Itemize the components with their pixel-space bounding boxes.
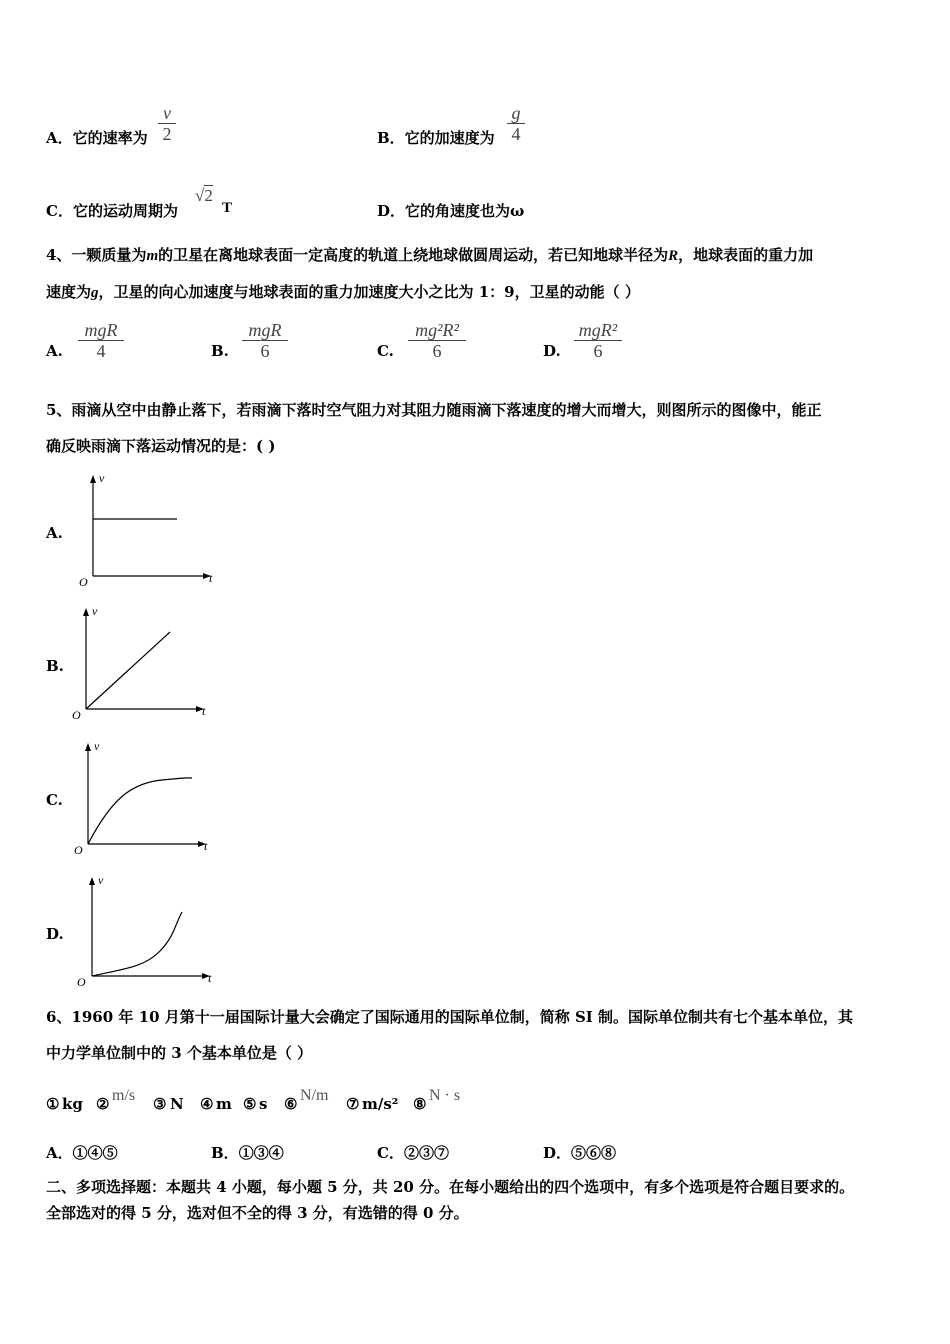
q5-graph-d-label: D.	[46, 925, 64, 943]
var-g: g	[91, 285, 99, 301]
unit-2: m/s	[112, 1087, 136, 1104]
q3-option-a-fraction	[158, 103, 176, 144]
fraction-denominator: 4	[96, 341, 106, 361]
q5-graph-b	[70, 603, 215, 721]
unit-7-index: ⑦	[346, 1095, 360, 1113]
q6-option-d	[543, 1142, 616, 1163]
q4-stem	[46, 237, 908, 311]
sqrt-expression: √2	[195, 186, 213, 205]
fraction-numerator: mgR²	[578, 320, 618, 340]
origin-label: O	[72, 708, 81, 721]
q6-option-a	[46, 1142, 118, 1163]
text: 速度为	[46, 283, 92, 301]
q6-option-b	[211, 1142, 284, 1163]
fraction-denominator: 6	[432, 341, 442, 361]
q4-option-d-fraction	[574, 320, 622, 361]
var-m: m	[146, 248, 159, 264]
option-label: D．	[543, 1144, 572, 1162]
unit-5: s	[259, 1095, 268, 1113]
unit-3-index: ③	[153, 1095, 167, 1113]
text: ，卫星的向心加速度与地球表面的重力加速度大小之比为 1：9，卫星的动能（ ）	[98, 283, 640, 301]
unit-1-index: ①	[46, 1095, 60, 1113]
q4-option-a-fraction	[78, 320, 124, 361]
text: 全部选对的得 5 分，选对但不全的得 3 分，有选错的得 0 分。	[46, 1204, 469, 1222]
fraction-numerator: mgR	[84, 320, 118, 340]
text: 5、雨滴从空中由静止落下，若雨滴下落时空气阻力对其阻力随雨滴下落速度的增大而增大，则图所示的图像中，能正	[46, 401, 822, 419]
option-label: B．	[211, 1144, 239, 1162]
text: 的卫星在离地球表面一定高度的轨道上绕地球做圆周运动，若已知地球半径为	[158, 246, 669, 264]
x-axis-label: t	[209, 571, 213, 585]
text: 二、多项选择题：本题共 4 小题，每小题 5 分，共 20 分。在每小题给出的四个选项中，有多个选项是符合题目要求的。	[46, 1178, 855, 1196]
fraction-denominator: 6	[593, 341, 603, 361]
q5-stem	[46, 392, 908, 464]
q5-graph-b-label: B.	[46, 657, 64, 675]
q4-option-c-label: C.	[377, 342, 394, 360]
unit-5-index: ⑤	[243, 1095, 257, 1113]
fraction-numerator: g	[511, 103, 521, 123]
unit-4: m	[216, 1095, 232, 1113]
option-value: ①③④	[238, 1144, 284, 1162]
unit-2-index: ②	[96, 1095, 110, 1113]
q5-graph-c-label: C.	[46, 791, 63, 809]
fraction-numerator: mgR	[248, 320, 282, 340]
option-value: ①④⑤	[72, 1144, 118, 1162]
q6-stem	[46, 999, 908, 1071]
x-axis-label: t	[204, 839, 208, 853]
option-label: A．	[46, 1144, 73, 1162]
q3-option-c-suffix: T	[222, 200, 233, 216]
y-axis-label: v	[92, 604, 98, 618]
unit-8-index: ⑧	[413, 1095, 427, 1113]
option-value: ⑤⑥⑧	[571, 1144, 617, 1162]
origin-label: O	[74, 843, 83, 856]
q5-graph-a-label: A.	[46, 524, 63, 542]
y-axis-label: v	[99, 471, 105, 485]
text: 中力学单位制中的 3 个基本单位是（ ）	[46, 1044, 313, 1062]
fraction-denominator: 2	[162, 124, 172, 144]
y-axis-label: v	[94, 739, 100, 753]
fraction-denominator: 6	[260, 341, 270, 361]
text: ，地球表面的重力加	[678, 246, 814, 264]
text: 6、1960 年 10 月第十一届国际计量大会确定了国际通用的国际单位制，简称 SI 制。国际单位制共有七个基本单位，其	[46, 1008, 854, 1026]
fraction-denominator: 4	[511, 124, 521, 144]
x-axis-label: t	[208, 971, 212, 985]
unit-3: N	[170, 1095, 184, 1113]
var-R: R	[668, 248, 679, 264]
unit-7: m/s²	[362, 1095, 399, 1113]
text: 确反映雨滴下落运动情况的是：( )	[46, 437, 276, 455]
unit-8: N · s	[429, 1087, 461, 1104]
q4-option-b-fraction	[242, 320, 288, 361]
unit-6-index: ⑥	[284, 1095, 298, 1113]
text: 4、一颗质量为	[46, 246, 147, 264]
q5-graph-c	[72, 738, 217, 856]
section-2-heading	[46, 1174, 908, 1226]
fraction-numerator: v	[163, 103, 171, 123]
q3-option-d: D．它的角速度也为ω	[377, 202, 525, 220]
x-axis-label: t	[202, 704, 206, 718]
unit-6: N/m	[300, 1087, 329, 1104]
origin-label: O	[77, 975, 86, 989]
origin-label: O	[79, 575, 88, 588]
q3-option-a-label: A．它的速率为	[46, 129, 148, 147]
fraction-numerator: mg²R²	[415, 320, 459, 340]
unit-1: kg	[62, 1095, 83, 1113]
q3-option-c-label: C．它的运动周期为	[46, 202, 178, 220]
q4-option-d-label: D.	[543, 342, 561, 360]
q3-option-b-fraction	[507, 103, 525, 144]
q4-option-a-label: A.	[46, 342, 63, 360]
q4-option-b-label: B.	[211, 342, 229, 360]
q6-option-c	[377, 1142, 449, 1163]
q4-option-c-fraction	[408, 320, 466, 361]
q5-graph-d	[74, 872, 219, 990]
unit-4-index: ④	[200, 1095, 214, 1113]
q5-graph-a	[75, 470, 220, 588]
option-label: C．	[377, 1144, 404, 1162]
q3-option-b-label: B．它的加速度为	[377, 129, 495, 147]
y-axis-label: v	[98, 873, 104, 887]
option-value: ②③⑦	[403, 1144, 449, 1162]
sqrt-radicand: 2	[204, 186, 213, 205]
